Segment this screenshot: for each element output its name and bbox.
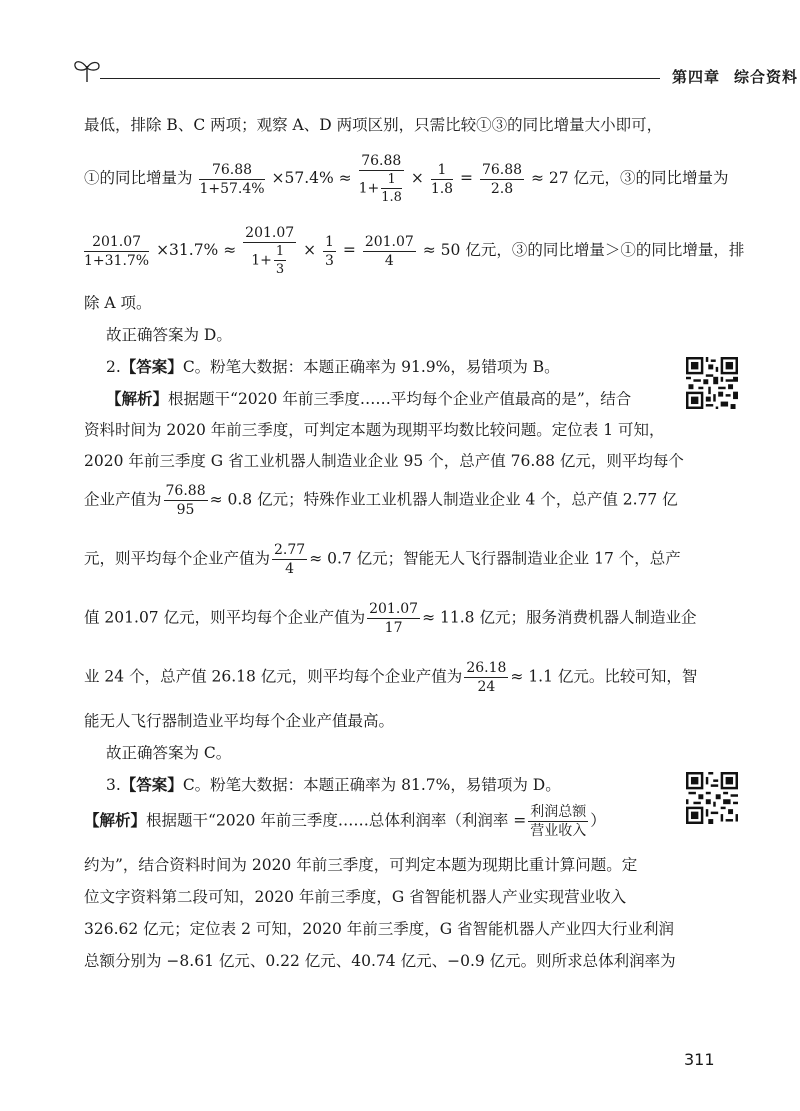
text-line: ①的同比增量为 $\frac{76.88}{1+57.4\%}$ ×57.4% ≈ 76.88 1+ $\frac{1}{1.8}$ × $\frac{1}{1.8}$ = $\frac{76.88}{2.8}$ ≈ 27 亿元，③的同比增量为 xyxy=(84,153,729,205)
text-line: 326.62 亿元；定位表 2 可知，2020 年前三季度，G 省智能机器人产业四大行业利润 xyxy=(84,920,675,938)
qr-code-icon xyxy=(686,357,738,409)
fraction: $\frac{76.88}{1+57.4\%}$ xyxy=(199,161,265,197)
text-line: 值 201.07 亿元，则平均每个企业产值为 $\frac{201.07}{17}$ ≈ 11.8 亿元；服务消费机器人制造业企 xyxy=(84,601,697,636)
text-line: 2020 年前三季度 G 省工业机器人制造业企业 95 个，总产值 76.88 亿元，则平均每个 xyxy=(84,452,684,470)
text-line: 最低，排除 B、C 两项；观察 A、D 两项区别，只需比较①③的同比增量大小即可， xyxy=(84,116,663,134)
analysis-line: 【解析】根据题干“2020 年前三季度……平均每个企业产值最高的是”，结合 xyxy=(106,389,632,408)
fraction: $\frac{1}{1.8}$ xyxy=(430,161,454,197)
running-header xyxy=(70,52,799,92)
text-line: 总额分别为 −8.61 亿元、0.22 亿元、40.74 亿元、−0.9 亿元。则所求总体利润率为 xyxy=(84,952,676,970)
fraction: $\frac{201.07}{17}$ xyxy=(369,601,419,636)
text-line: 位文字资料第二段可知，2020 年前三季度，G 省智能机器人产业实现营业收入 xyxy=(84,888,627,906)
qr-code-icon xyxy=(686,772,738,824)
text-line: 企业产值为 $\frac{76.88}{95}$ ≈ 0.8 亿元；特殊作业工业机器人制造业企业 4 个，总产值 2.77 亿 xyxy=(84,483,678,518)
header-rule xyxy=(100,78,660,79)
question-answer: 2.【答案】C。粉笔大数据：本题正确率为 91.9%，易错项为 B。 xyxy=(106,357,560,376)
text-line: 元，则平均每个企业产值为 $\frac{2.77}{4}$ ≈ 0.7 亿元；智能无人飞行器制造业企业 17 个，总产 xyxy=(84,542,681,577)
text-line: 能无人飞行器制造业平均每个企业产值最高。 xyxy=(84,712,395,730)
answer-tag: 【答案】 xyxy=(120,357,183,376)
chapter-label: 第四章 xyxy=(672,68,721,86)
text-line: 资料时间为 2020 年前三季度，可判定本题为现期平均数比较问题。定位表 1 可知， xyxy=(84,421,665,439)
fraction: $\frac{1}{3}$ xyxy=(325,233,334,269)
text-line: 约为”，结合资料时间为 2020 年前三季度，可判定本题为现期比重计算问题。定 xyxy=(84,856,638,874)
fraction: $\frac{201.07}{4}$ xyxy=(364,233,414,269)
fraction: $\frac{201.07}{1+31.7\%}$ xyxy=(84,233,150,269)
fraction: $\frac{\text{利润总额}}{\text{营业收入}}$ xyxy=(530,804,587,839)
text-line: 业 24 个，总产值 26.18 亿元，则平均每个企业产值为 $\frac{26.18}{24}$ ≈ 1.1 亿元。比较可知，智 xyxy=(84,660,698,695)
answer-line: 故正确答案为 C。 xyxy=(106,744,232,762)
sprout-icon xyxy=(72,56,102,84)
question-answer: 3.【答案】C。粉笔大数据：本题正确率为 81.7%，易错项为 D。 xyxy=(106,775,561,794)
answer-line: 故正确答案为 D。 xyxy=(106,326,232,344)
analysis-tag: 【解析】 xyxy=(106,389,169,408)
text-line: $\frac{201.07}{1+31.7\%}$ ×31.7% ≈ 201.07 1+ $\frac{1}{3}$ × $\frac{1}{3}$ = $\frac{201.07}{4}$ ≈ 50 亿元，③的同比增量＞①的同比增量，排 xyxy=(84,225,745,277)
section-label: 综合资料 xyxy=(734,68,799,86)
fraction: 201.07 1+ $\frac{1}{3}$ xyxy=(245,225,295,277)
header-title xyxy=(672,66,798,87)
page-number: 311 xyxy=(684,1050,715,1069)
answer-tag: 【答案】 xyxy=(120,775,183,794)
fraction: 76.88 1+ $\frac{1}{1.8}$ xyxy=(358,153,402,205)
nested-fraction: $\frac{1}{1.8}$ xyxy=(381,172,402,205)
fraction: $\frac{76.88}{95}$ xyxy=(165,483,206,518)
analysis-tag: 【解析】 xyxy=(84,810,147,830)
fraction: $\frac{26.18}{24}$ xyxy=(466,660,507,695)
fraction: $\frac{2.77}{4}$ xyxy=(274,542,306,577)
nested-fraction: $\frac{1}{3}$ xyxy=(275,244,285,277)
fraction: $\frac{76.88}{2.8}$ xyxy=(481,161,523,197)
text-line: 除 A 项。 xyxy=(84,294,152,312)
analysis-line: 【解析】根据题干“2020 年前三季度……总体利润率（利润率 = $\frac{\text{利润总额}}{\text{营业收入}}$ ） xyxy=(84,804,606,839)
